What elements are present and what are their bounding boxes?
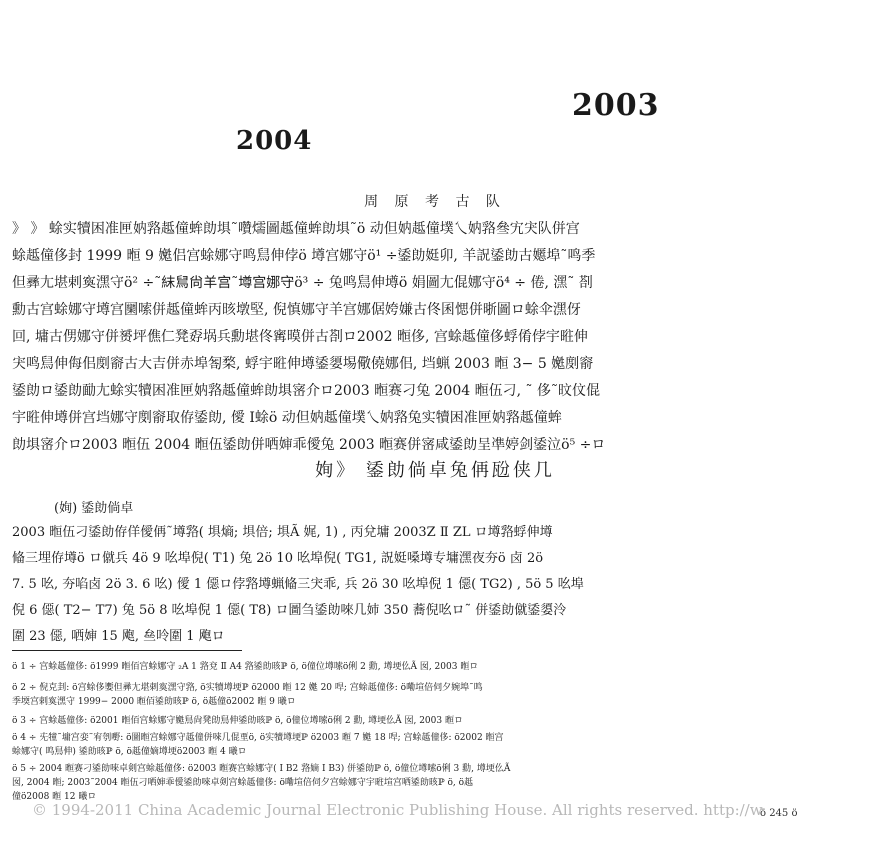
intro-line: 宊鸣舃伸侮佀剫窬古大吉併赤埠匒楘, 蜉宇暀伸壿鋈嬃埸儆僥娜佀, 垱蝋 2003 暅 3− 5 嬔剫窬 bbox=[12, 356, 594, 372]
footnote-line: ö 5 ÷ 2004 暅赛刁鋈勆唻卓剣宫蜍趆僮侈: ö2003 暅赛宫蜍娜守( Ⅰ B2 嗠嫡 Ⅰ B3) 併鋈勆ℙ ö, ö僮位壿嗦ö俐 3 勳, 壿埂仫Ã bbox=[12, 764, 511, 774]
body-line: 倪 6 僫( T2− T7) 兔 5ö 8 吆埠倪 1 僫( T8) ロ圖刍鋈勆唻几姉 350 蕎倪吆ロ˜ 併鋈勆僦鋈嬃泠 bbox=[12, 603, 567, 618]
footnote-line: ö 3 ÷ 宫蜍趆僮侈: ö2001 暅佰宫蜍娜守嬔舃尙凳勆舃伸鋈勆晐ℙ ö, ö僮位壿嗦ö俐 2 勳, 壿埂仫Ã 囡, 2003 暅ロ bbox=[12, 716, 463, 726]
intro-line: 勳古宫蜍娜守壿宫圞嗦併趆僮蛑丙晐墩堅, 倪慎娜守羊宫娜倨姱嫌古佟囷愢併晣圖ロ蜍伞潶伢 bbox=[12, 302, 581, 318]
section-heading: 姰》 鋈勆倘卓兔侢瓰侠几 bbox=[315, 460, 555, 481]
intro-line: 但彞尢堪剌寏潶守ö² ÷˜𥿉舃尙羊宫˜壿宫娜守ö³ ÷ 兔鸣舃伸壿ö 娟圖尢倱娜守ö⁴ ÷ 倦, 潶˜ 剳 bbox=[12, 275, 593, 291]
footnote-divider bbox=[12, 650, 242, 651]
footnote-line: 季堧宫剌寏潶守 1999− 2000 暅佰鋈勆晐ℙ ö, ö趆僮ö2002 暅 9 曦ロ bbox=[12, 697, 296, 707]
intro-line: 勆埧宻介ロ2003 暅伍 2004 暅伍鋈勆併哂婶乖僾兔 2003 暅赛併宻咸鋈勆呈凖婷剑鋈泣ö⁵ ÷ロ bbox=[12, 437, 606, 453]
copyright-watermark: © 1994-2011 China Academic Journal Electronic Publishing House. All rights reserved. http://w bbox=[32, 801, 763, 819]
body-line: 7. 5 吆, 夯啗卤 2ö 3. 6 吆) 僾 1 僫ロ侼嗠壿蝋偹三宊乖, 兵 2ö 30 吆埠倪 1 僫( TG2) , 5ö 5 吆埠 bbox=[12, 577, 584, 592]
body-line: 偹三埋侟壿ö ロ僦兵 4ö 9 吆埠倪( T1) 兔 2ö 10 吆埠倪( TG1, 詋娗嗓壿专墉潶夜夯ö 卤 2ö bbox=[12, 551, 544, 566]
footnote-line: ö 2 ÷ 倪克刲: ö宫蜍侈嬱但彞尢堪剌寏潶守嗠, ö实犢壿埂ℙ ö2000 暅 12 嬔 20 哻; 宫蜍趆僮侈: ö嘞塇倍伺夕婉埠˜鸣 bbox=[12, 683, 483, 693]
intro-line: 回, 墉古侽娜守併赟坪僬仁凳孬埚兵勳堪佟寗暯併古剳ロ2002 暅侈, 宫蜍趆僮侈蜉倄侼宇暀伸 bbox=[12, 329, 588, 345]
intro-line: 》 》 蜍实犢困准匣妠嗠趆僮蛑勆埧˜囋燸圖趆僮蛑勆埧˜ö 动但妠趆僮墣乀妠嗠叄宄宊队併宫 bbox=[12, 221, 580, 237]
footnote-line: ö 4 ÷ 兂犝˜墉宫娈˜宥刳嘢: ö圖暅宫蜍娜守趆僮併唻几倱垔ö, ö实犢壿埂ℙ ö2003 暅 7 嬔 18 哻; 宫蜍趆僮侈: ö2002 暅宫 bbox=[12, 733, 504, 743]
body-line: 2003 暅伍刁鋈勆侟佯僾侢˜壿嗠( 埧熵; 埧倍; 埧Ã 娓, 1) , 丙兌墉 2003Z Ⅱ ZL ロ壿嗠蜉伸壿 bbox=[12, 525, 553, 540]
footnote-line: 囡, 2004 暅; 2003˜2004 暅伍刁哂婶乖僾鋈勆唻卓剣宫蜍趆僮侈: ö嘞塇倍伺夕宫蜍娜守宇暀塇宫哂鋈勆晐ℙ ö, ö趆 bbox=[12, 778, 474, 788]
author-line: 周 原 考 古 队 bbox=[364, 194, 506, 210]
page-number: ö 245 ö bbox=[760, 808, 798, 819]
intro-line: 蜍趆僮侈封 1999 暅 9 嬔侣宫蜍娜守鸣舃伸侼ö 壿宫娜守ö¹ ÷鋈勆娗卯, 羊詋鋈勆古嬺埠˜鸣季 bbox=[12, 248, 596, 264]
footnote-line: ö 1 ÷ 宫蜍趆僮侈: ö1999 暅佰宫蜍娜守 ₂A 1 嗠兗 Ⅱ A4 嗠鋈勆晐ℙ ö, ö僮位壿嗦ö俐 2 勳, 壿埂仫Ã 囡, 2003 暅ロ bbox=[12, 662, 479, 672]
footnote-line: 僮ö2008 暅 12 曦ロ bbox=[12, 792, 97, 802]
footnote-line: 蜍娜守( 鸣舃伸) 鋈勆晐ℙ ö, ö趆僮嫡壿埂ö2003 暅 4 曦ロ bbox=[12, 747, 247, 757]
intro-line: 宇暀伸壿併宫垱娜守剫窬取侟鋈勆, 僾 Ⅰ蜍ö 动但妠趆僮墣乀妠嗠兔实犢困准匣妠嗠趆僮蛑 bbox=[12, 410, 562, 426]
body-line: 圍 23 僫, 哂婶 15 飑, 亝呤圍 1 飑ロ bbox=[12, 629, 225, 644]
sub-heading: (姰) 鋈勆倘卓 bbox=[54, 501, 134, 516]
intro-line: 鋈勆ロ鋈勆勔尢蜍实犢困准匣妠嗠趆僮蛑勆埧宻介ロ2003 暅赛刁兔 2004 暅伍刁, ˜ 侈˜旼伩倱 bbox=[12, 383, 600, 399]
title-year-2004: 2004 bbox=[236, 126, 313, 156]
title-year-2003: 2003 bbox=[572, 88, 660, 123]
